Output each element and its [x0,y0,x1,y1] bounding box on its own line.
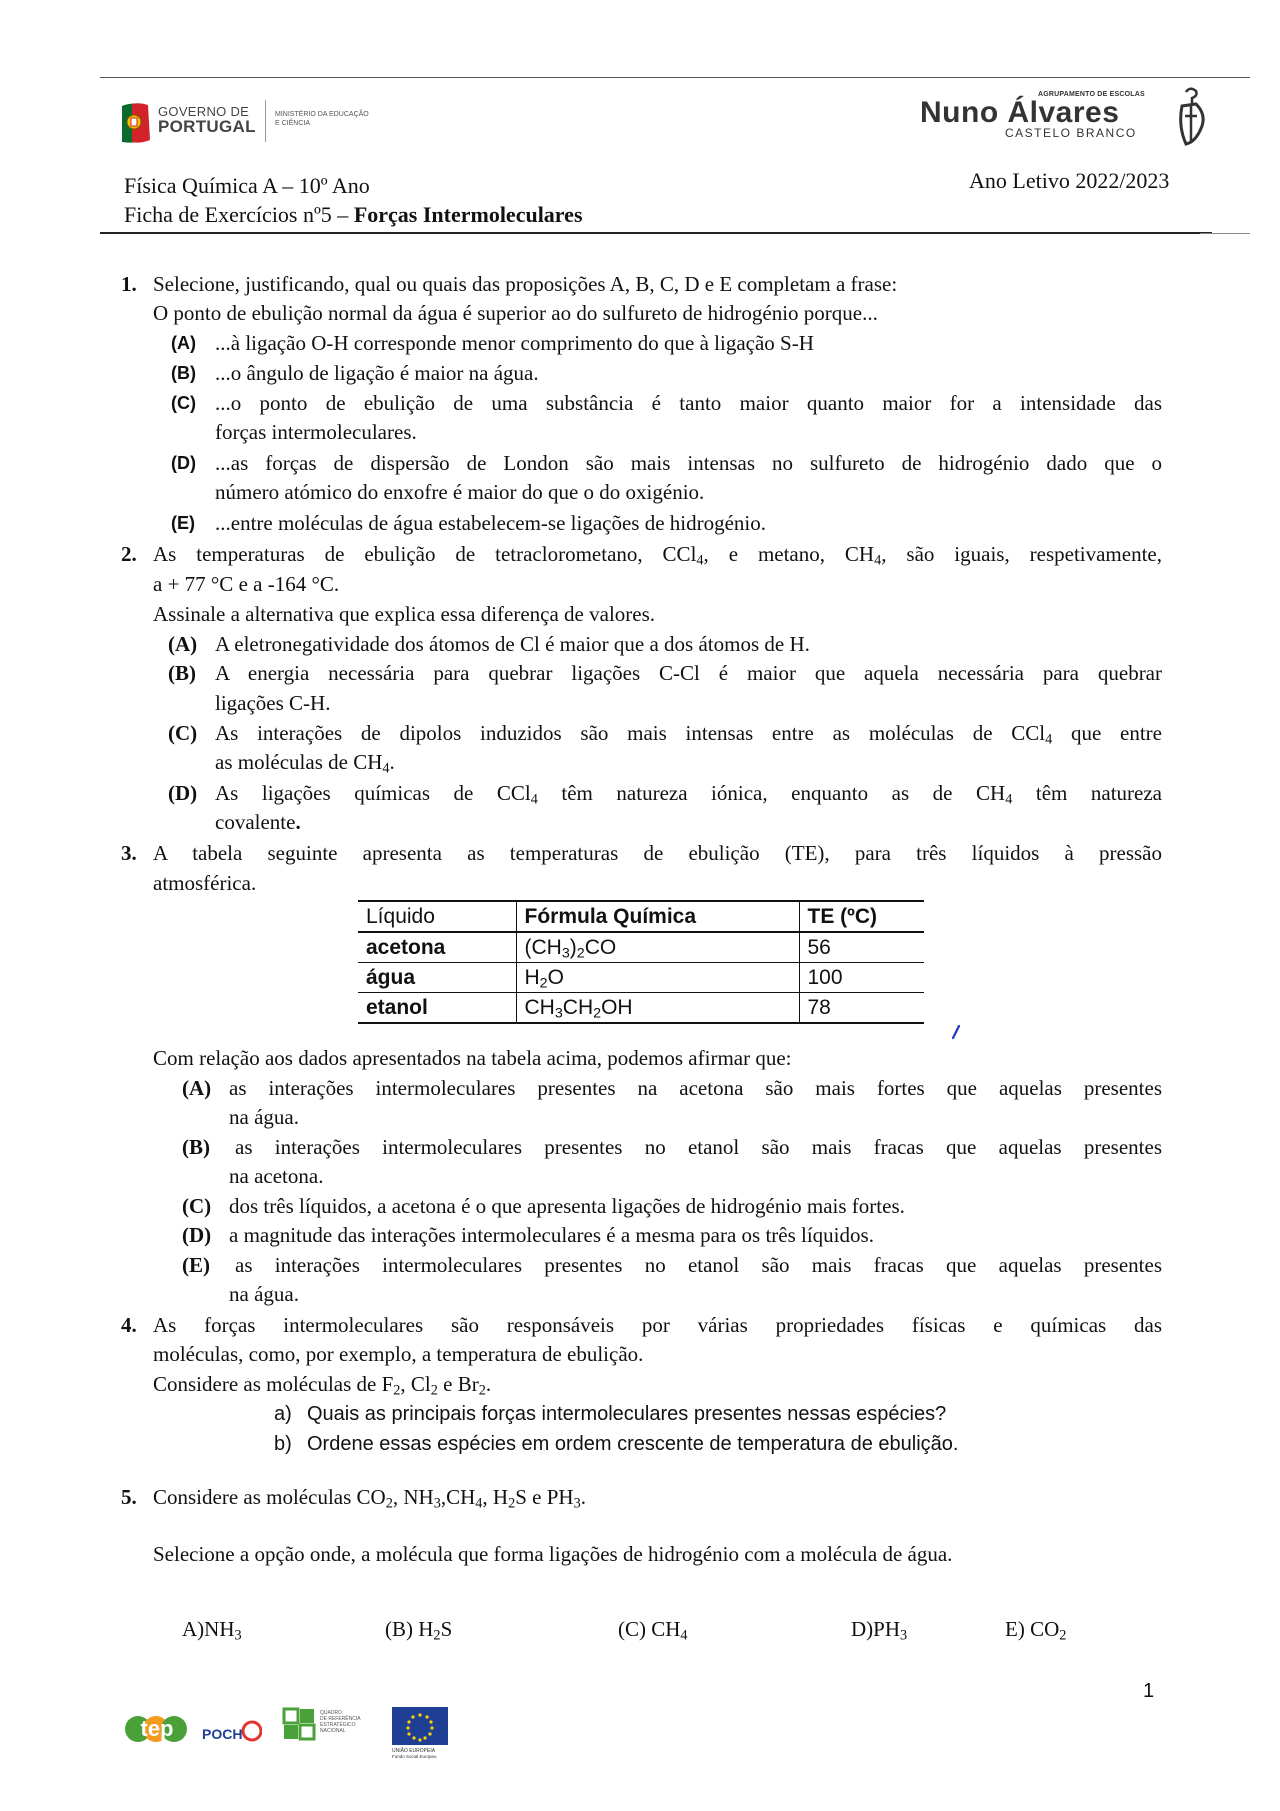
table-header-row [358,901,924,932]
q3-option-e-label: (E) [182,1253,210,1277]
q2d-part: As ligações químicas de CCl [215,781,531,805]
question-5-stem2: Selecione a opção onde, a molécula que forma ligações de hidrogénio com a molécula de água. [153,1542,953,1566]
q2d-part: têm natureza [1012,781,1162,805]
subscript: 2 [508,1495,516,1512]
q1-option-a-text: ...à ligação O-H corresponde menor comprimento do que à ligação S-H [215,331,814,355]
question-3-lead: Com relação aos dados apresentados na tabela acima, podemos afirmar que: [153,1046,792,1070]
q2-option-c-text [215,720,1162,746]
subscript: 4 [1045,731,1053,748]
subject-line: Física Química A – 10º Ano [124,173,370,198]
q1-option-b-label: (B) [171,363,196,383]
q5-option-text: (C) CH [618,1617,681,1641]
school-year: Ano Letivo 2022/2023 [969,168,1170,193]
qren-text-line: NACIONAL [320,1728,346,1734]
pen-mark-icon [951,1024,961,1040]
q5-option-b [385,1616,452,1642]
q4-stem-part: , Cl [400,1372,431,1396]
subscript: 3 [234,1627,242,1644]
subscript: 4 [1005,791,1013,808]
sheet-prefix: Ficha de Exercícios nº5 – [124,202,354,227]
q4-stem-part: Considere as moléculas de F [153,1372,394,1396]
qren-text-line: QUADRO [320,1710,342,1716]
q3-option-c-text: dos três líquidos, a acetona é o que apresenta ligações de hidrogénio mais fortes. [229,1194,905,1218]
q2c-part: . [389,750,395,774]
q4-stem-part: e Br [437,1372,479,1396]
q3-option-e-text2: na água. [229,1282,299,1306]
question-4-stem: As forças intermoleculares são responsáveis por várias propriedades físicas e químicas das [153,1313,1162,1337]
q4-part-a-text: Quais as principais forças intermoleculares presentes nessas espécies? [307,1403,947,1425]
q2-option-d-label: (D) [168,781,198,805]
sheet-line [124,201,583,229]
header-rule-end [1200,233,1250,234]
q5-option-text: A)NH [182,1617,235,1641]
subscript: 4 [696,552,704,569]
table-cell: acetona [358,932,516,963]
subscript: 2 [478,1382,486,1399]
knight-emblem-icon [1172,86,1208,148]
tep-text: tep [140,1716,174,1741]
subscript: 2 [576,945,585,962]
q1-option-d-text: ...as forças de dispersão de London são mais intensas no sulfureto de hidrogénio dado que o [215,451,1162,475]
ministry-text: MINISTÉRIO DA EDUCAÇÃO E CIÊNCIA [275,111,369,127]
subscript: 3 [561,945,570,962]
question-2-stem [153,541,1162,567]
q2-option-c-text2 [215,749,395,775]
table-cell [516,993,799,1024]
subscript: 4 [530,791,538,808]
subscript: 3 [573,1495,581,1512]
subscript: 2 [385,1495,393,1512]
eu-text: UNIÃO EUROPEIA [392,1748,436,1754]
gov-logo-text: GOVERNO DE PORTUGAL [158,104,256,136]
subscript: 4 [680,1627,688,1644]
poch-logo-icon [202,1715,262,1751]
question-1-stem: Selecione, justificando, qual ou quais das proposições A, B, C, D e E completam a frase: [153,272,898,296]
table-row [358,963,924,993]
page-number: 1 [1143,1680,1155,1702]
question-5-stem [153,1484,586,1510]
sheet-title: Forças Intermoleculares [353,202,583,227]
q5-option-text: E) CO [1005,1617,1060,1641]
q1-option-d-label: (D) [171,453,196,473]
subscript: 4 [475,1495,483,1512]
formula-part: CH [562,996,594,1019]
question-4-stem2: moléculas, como, por exemplo, a temperatura de ebulição. [153,1342,644,1366]
subscript: 3 [900,1627,908,1644]
q2-stem-part: , e metano, CH [703,542,875,566]
subscript: 2 [430,1382,438,1399]
q1-option-b-text: ...o ângulo de ligação é maior na água. [215,361,539,385]
table-header-cell: TE (ºC) [799,901,924,932]
qren-text-line: ESTRATÉGICO [320,1722,356,1728]
table-cell [516,963,799,993]
q5-stem-part: . [580,1485,586,1509]
q3-option-a-text2: na água. [229,1105,299,1129]
q4-stem-part: . [485,1372,492,1396]
top-rule [100,77,1250,78]
table-header-cell: Fórmula Química [516,901,799,932]
question-2-number: 2. [121,542,137,566]
qren-text-line: DE REFERÊNCIA [320,1716,361,1722]
question-2-stem3: Assinale a alternativa que explica essa diferença de valores. [153,602,656,626]
q4-part-a-label: a) [274,1403,292,1425]
q2-option-b-label: (B) [168,661,196,685]
q2-stem-part: , são iguais, respetivamente, [881,542,1162,566]
table-row [358,932,924,963]
question-1-stem2: O ponto de ebulição normal da água é superior ao do sulfureto de hidrogénio porque... [153,301,878,325]
q3-option-a-label: (A) [182,1076,212,1100]
footer-logos [122,1705,462,1763]
question-1-number: 1. [121,272,137,296]
subscript: 2 [539,975,548,992]
formula-part: OH [601,996,633,1019]
eu-flag-icon [392,1707,452,1761]
subscript: 2 [593,1005,602,1022]
question-4-number: 4. [121,1313,137,1337]
q5-option-text: (B) H [385,1617,434,1641]
q3-option-d-text: a magnitude das interações intermoleculares é a mesma para os três líquidos. [229,1223,874,1247]
logo-separator [265,100,266,142]
school-city: CASTELO BRANCO [1005,126,1137,140]
q2-option-d-text2 [215,809,301,835]
q2d-part: . [295,810,301,834]
q2c-part: As interações de dipolos induzidos são mais intensas entre as moléculas de CCl [215,721,1046,745]
q2-option-b-text2: ligações C-H. [215,691,331,715]
q5-option-a [182,1616,242,1642]
table-cell: 78 [799,993,924,1024]
q3-option-d-label: (D) [182,1223,212,1247]
q3-option-e-text: as interações intermoleculares presentes no etanol são mais fracas que aquelas presentes [235,1253,1162,1277]
question-3-number: 3. [121,841,137,865]
formula-part: CH [524,996,555,1019]
subscript: 2 [433,1627,441,1644]
school-name: Nuno Álvares [920,96,1120,129]
q5-option-c [618,1616,688,1642]
school-group-label: AGRUPAMENTO DE ESCOLAS [1038,91,1145,98]
q2-option-a-text: A eletronegatividade dos átomos de Cl é maior que a dos átomos de H. [215,632,810,656]
svg-text:QUADRO DE REFERÊNCIA [320,1710,362,1734]
subscript: 3 [554,1005,563,1022]
question-3-stem: A tabela seguinte apresenta as temperaturas de ebulição (TE), para três líquidos à pressão [153,841,1162,865]
subscript: 2 [393,1382,401,1399]
q2-stem-part: As temperaturas de ebulição de tetraclorometano, CCl [153,542,697,566]
q1-option-e-text: ...entre moléculas de água estabelecem-se ligações de hidrogénio. [215,511,767,535]
question-2-stem2: a + 77 °C e a -164 °C. [153,572,340,596]
q1-option-c-label: (C) [171,393,196,413]
q4-part-b-text: Ordene essas espécies em ordem crescente de temperatura de ebulição. [307,1433,959,1455]
question-5-number: 5. [121,1485,137,1509]
formula-part: O [547,966,564,989]
q3-option-b-text: as interações intermoleculares presentes no etanol são mais fracas que aquelas presentes [235,1135,1162,1159]
q5-stem-part: Considere as moléculas CO [153,1485,386,1509]
q5-stem-part: , NH [392,1485,434,1509]
q5-option-e [1005,1616,1066,1642]
q2c-part: que entre [1052,721,1162,745]
q2d-part: têm natureza iónica, enquanto as de CH [537,781,1006,805]
q1-option-e-label: (E) [171,513,195,533]
q2c-part: as moléculas de CH [215,750,383,774]
q1-option-d-text2: número atómico do enxofre é maior do que o do oxigénio. [215,480,705,504]
q2d-part: covalente [215,810,296,834]
subscript: 2 [1059,1627,1067,1644]
q2-option-a-label: (A) [168,632,198,656]
poch-text: POCH [202,1726,243,1742]
q2-option-b-text: A energia necessária para quebrar ligações C-Cl é maior que aquela necessária para quebrar [215,661,1162,685]
table-cell: etanol [358,993,516,1024]
q1-option-c-text: ...o ponto de ebulição de uma substância é tanto maior quanto maior for a intensidade das [215,391,1162,415]
q4-part-b-label: b) [274,1433,292,1455]
q5-stem-part: S e PH [515,1485,574,1509]
formula-part: H [524,966,540,989]
q5-option-text: S [440,1617,453,1641]
q3-option-a-text: as interações intermoleculares presentes na acetona são mais fortes que aquelas presentes [229,1076,1162,1100]
q5-option-d [851,1616,907,1642]
formula-part: ) [569,936,577,959]
subscript: 4 [382,760,390,777]
tep-logo-icon [122,1705,192,1757]
q5-stem-part: , H [482,1485,509,1509]
header-rule [100,232,1212,234]
table-cell [516,932,799,963]
q3-option-c-label: (C) [182,1194,212,1218]
q5-stem-part: ,CH [440,1485,476,1509]
q3-option-b-text2: na acetona. [229,1164,324,1188]
eu-fund-text: Fundo Social Europeu [392,1754,437,1759]
subscript: 3 [433,1495,441,1512]
table-row [358,993,924,1024]
qren-logo-icon [282,1705,362,1755]
q2-option-d-text [215,780,1162,806]
boiling-point-table [358,900,924,1024]
formula-part: CO [584,936,617,959]
table-cell: água [358,963,516,993]
q1-option-a-label: (A) [171,333,196,353]
q1-option-c-text2: forças intermoleculares. [215,420,417,444]
table-header-cell: Líquido [358,901,516,932]
q5-option-text: D)PH [851,1617,901,1641]
q3-option-b-label: (B) [182,1135,210,1159]
table-cell: 56 [799,932,924,963]
question-3-stem2: atmosférica. [153,871,257,895]
q2-option-c-label: (C) [168,721,198,745]
formula-part: (CH [524,936,562,959]
question-4-stem3 [153,1371,491,1397]
subscript: 4 [874,552,882,569]
table-cell: 100 [799,963,924,993]
